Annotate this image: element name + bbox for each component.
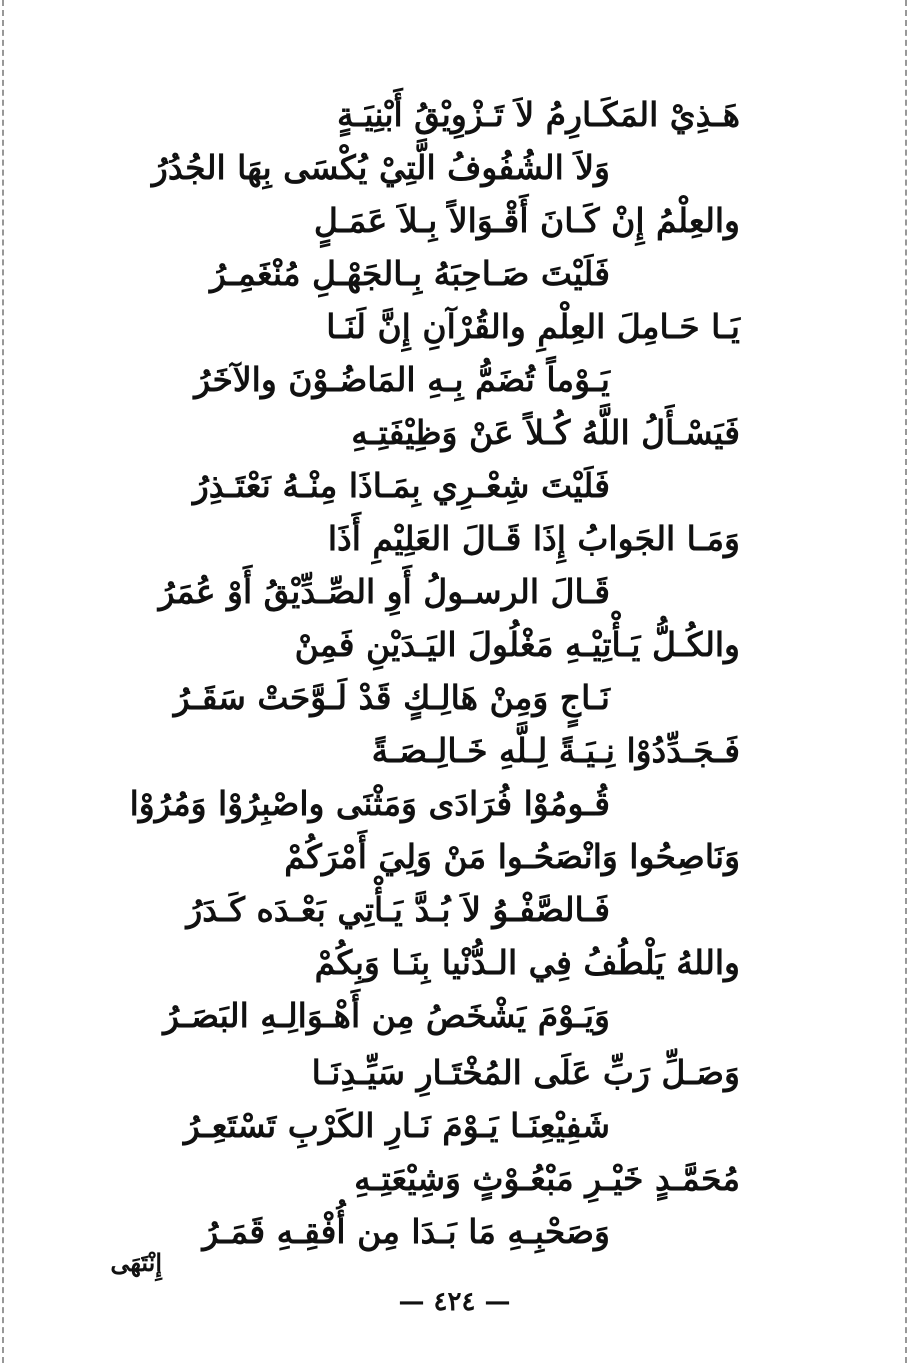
- verse-line: والعِلْمُ إِنْ كَـانَ أَقْـوَالاً بِـلاَ عَمَـلٍ: [313, 201, 740, 240]
- verse-line: فَـجَـدِّدُوْا نِـيَـةً لِـلَّهِ خَـالِـصَـةً: [371, 731, 740, 770]
- verse-line: وَمَـا الجَوابُ إِذَا قَـالَ العَلِيْمِ أَذَا: [327, 519, 740, 558]
- scan-edge-left: [2, 0, 4, 1363]
- poem: [110, 88, 740, 1278]
- verse-line: وَلاَ الشُفُوفُ الَّتِيْ يُكْسَى بِهَا الجُدُرُ: [151, 148, 610, 187]
- verse-line: فَيَسْـأَلُ اللَّهُ كُـلاً عَنْ وَظِيْفَتِـهِ: [351, 413, 740, 452]
- scan-edge-right: [905, 0, 907, 1363]
- verse-line: يَـوْماً تُضَمُّ بِـهِ المَاضُـوْنَ والآخَرُ: [194, 360, 610, 399]
- verse-line: وَنَاصِحُوا وَانْصَحُـوا مَنْ وَلِيَ أَمْرَكُمْ: [284, 837, 740, 876]
- verse-line: فَلَيْتَ شِعْـرِي بِمَـاذَا مِنْـهُ نَعْتَـذِرُ: [192, 466, 610, 505]
- verse-line: فَلَيْتَ صَـاحِبَهُ بِـالجَهْـلِ مُنْغَمِـرُ: [210, 254, 610, 293]
- verse-line: شَفِيْعِنَـا يَـوْمَ نَـارِ الكَرْبِ تَسْتَعِـرُ: [183, 1106, 610, 1145]
- verse-line: قَـالَ الرسـولُ أَوِ الصِّـدِّيْقُ أَوْ عُمَرُ: [158, 572, 610, 611]
- verse-line: وَيَـوْمَ يَشْخَصُ مِن أَهْـوَالِـهِ البَصَـرُ: [163, 996, 610, 1035]
- verse-line: وَصَـلِّ رَبِّ عَلَى المُخْتَـارِ سَيِّـدِنَـا: [311, 1053, 740, 1092]
- verse-line: مُحَمَّـدٍ خَيْـرِ مَبْعُـوْثٍ وَشِيْعَتِـهِ: [354, 1159, 740, 1198]
- verse-line: يَـا حَـامِلَ العِلْمِ والقُرْآنِ إِنَّ لَنَـا: [326, 307, 740, 346]
- verse-line: وَصَحْبِـهِ مَا بَـدَا مِن أُفْقِـهِ قَمَـرُ: [202, 1212, 610, 1251]
- verse-line: هَـذِيْ المَكَـارِمُ لاَ تَـزْوِيْقُ أَبْنِيَـةٍ: [337, 95, 740, 134]
- verse-line: والكُـلُّ يَـأْتِيْـهِ مَغْلُولَ اليَـدَيْنِ فَمِنْ: [294, 625, 740, 664]
- verse-line: واللهُ يَلْطُفُ فِي الـدُّنْيا بِنَـا وَبِكُمْ: [314, 943, 740, 982]
- page-number: — ٤٢٤ —: [398, 1287, 511, 1317]
- verse-line: نَـاجٍ وَمِنْ هَالِـكٍ قَدْ لَـوَّحَتْ سَقَـرُ: [173, 678, 610, 717]
- verse-line: قُـومُوْا فُرَادَى وَمَثْنَى واصْبِرُوْا وَمُرُوْا: [129, 784, 610, 823]
- ending-word: إِنْتَهَى: [110, 1248, 162, 1277]
- verse-line: فَـالصَّفْـوُ لاَ بُـدَّ يَـأْتِي بَعْـدَه كَـدَرُ: [186, 890, 610, 929]
